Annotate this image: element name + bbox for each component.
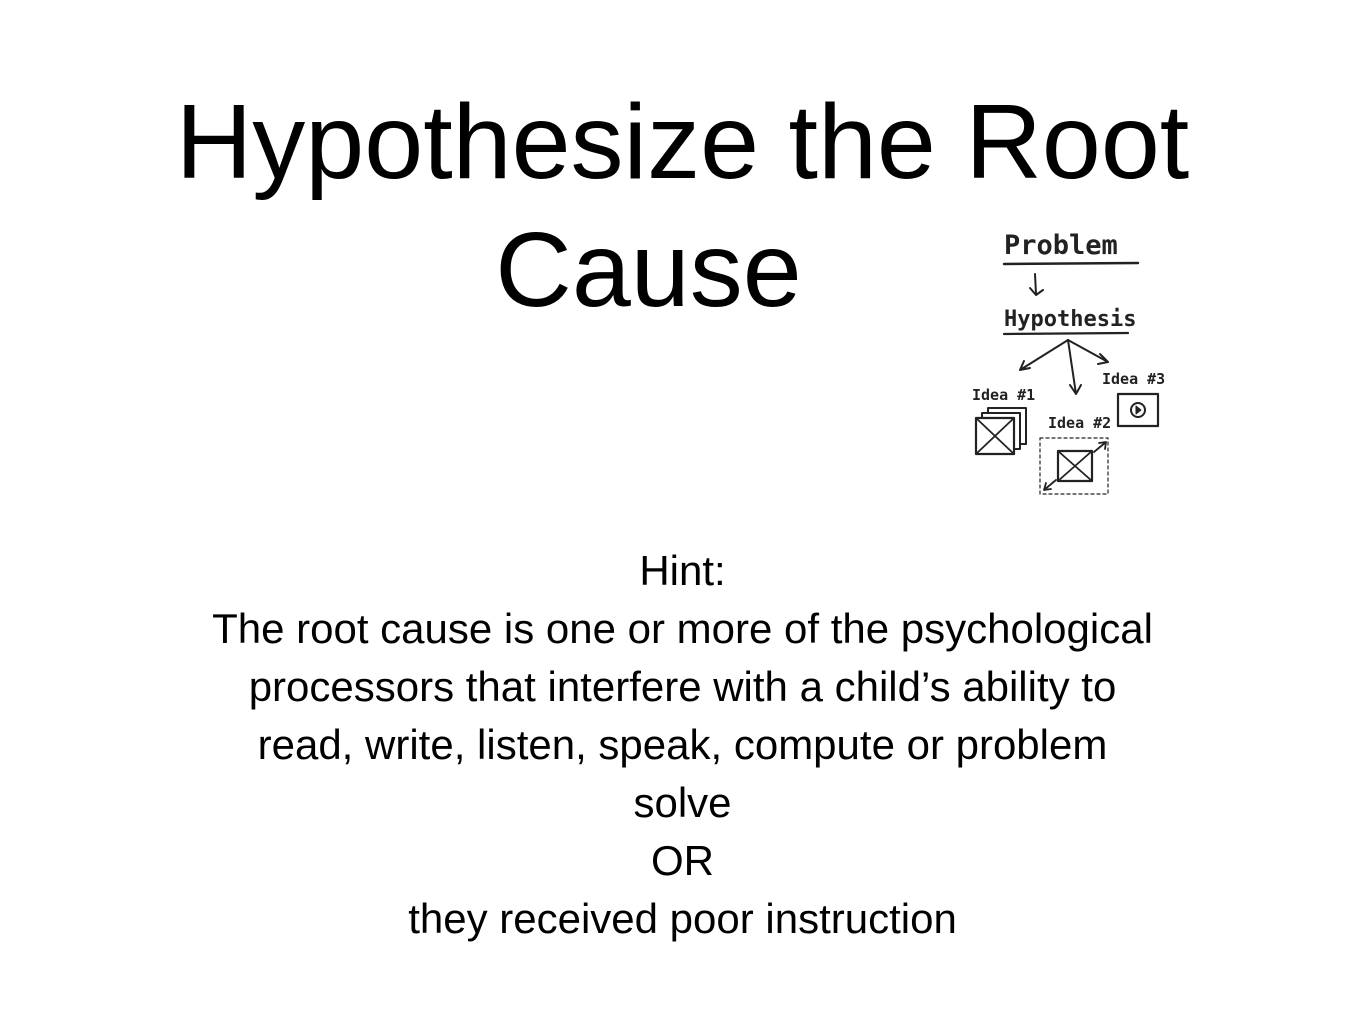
hint-line-1: The root cause is one or more of the psychological	[212, 605, 1153, 652]
hint-line-5: they received poor instruction	[408, 895, 957, 942]
hint-line-3: read, write, listen, speak, compute or problem	[257, 721, 1108, 768]
sketch-idea3-label: Idea #3	[1102, 370, 1166, 388]
sketch-idea2-label: Idea #2	[1048, 414, 1112, 432]
sketch-idea1-label: Idea #1	[972, 386, 1036, 404]
problem-hypothesis-sketch	[960, 222, 1175, 504]
sketch-problem-label: Problem	[1004, 230, 1118, 261]
hint-block	[0, 542, 1365, 948]
hint-label: Hint:	[639, 547, 726, 594]
sketch-hypothesis-label: Hypothesis	[1004, 307, 1137, 332]
title-line-2: Cause	[495, 211, 802, 329]
hypothesis-diagram-illustration	[960, 222, 1175, 504]
hint-line-2: processors that interfere with a child’s ability to	[248, 663, 1117, 710]
hint-or: OR	[651, 837, 714, 884]
hint-line-4: solve	[633, 779, 732, 826]
title-line-1: Hypothesize the Root	[175, 83, 1190, 201]
